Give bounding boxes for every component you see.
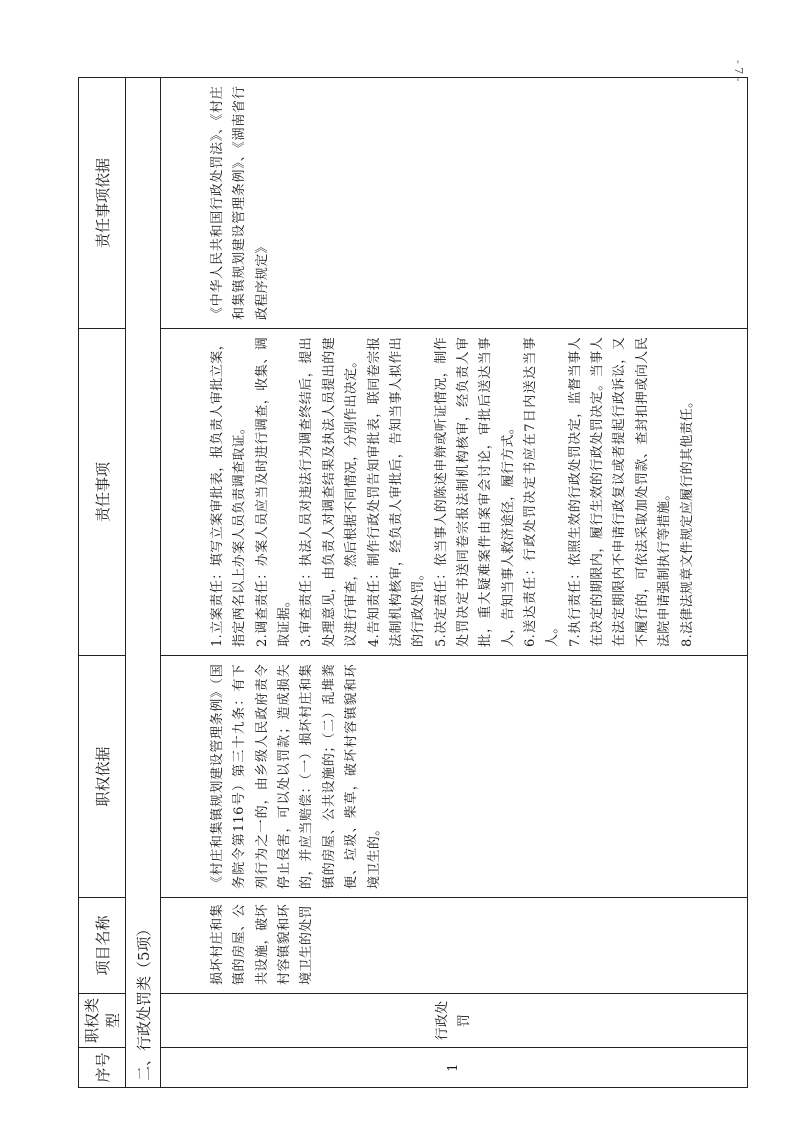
header-seq: 序号 — [79, 1048, 126, 1088]
responsibility-item: 8.法律法规章文件规定应履行的其他责任。 — [679, 394, 695, 647]
cell-responsibility — [161, 329, 748, 656]
cell-reference: 《中华人民共和国行政处罚法》、《村庄和集镇规划建设管理条例》、《湖南省行政程序规定》 — [161, 78, 748, 329]
page-number: - 7 - — [732, 60, 745, 82]
header-reference: 责任事项依据 — [79, 78, 126, 329]
responsibility-item: 7.执行责任：依照生效的行政处罚决定，监督当事人在决定的期限内，履行生效的行政处罚决定。当事人在法定期限内不申请行政复议或者提起行政诉讼，又不履行的，可依法采取加处罚款、查封扣押或向人民法院申请强制执行等措施。 — [567, 337, 673, 647]
rotated-table-frame — [78, 78, 748, 1088]
responsibility-item: 3.审查责任：执法人员对违法行为调查终结后，提出处理意见，由负责人对调查结果及执法人员提出的建议进行审查，然后根据不同情况，分别作出决定。 — [299, 337, 360, 647]
responsibility-item: 2.调查责任：办案人员应当及时进行调查，收集、调取证据。 — [254, 337, 293, 647]
responsibility-item: 4.告知责任：制作行政处罚告知审批表，联同卷宗报法制机构核审，经负责人审批后，告知当事人拟作出的行政处罚。 — [366, 337, 427, 647]
header-basis: 职权依据 — [79, 656, 126, 898]
responsibility-item: 6.送达责任：行政处罚决定书应在7日内送达当事人。 — [523, 337, 561, 647]
header-responsibility: 责任事项 — [79, 329, 126, 656]
header-row — [79, 78, 126, 1088]
section-title: 二、行政处罚类（5项） — [126, 78, 161, 1088]
responsibility-item: 1.立案责任：填写立案审批表，报负责人审批立案，指定两名以上办案人员负责调查取证。 — [210, 337, 248, 647]
section-row — [126, 78, 161, 1088]
header-type: 职权类型 — [79, 994, 126, 1048]
responsibility-item: 5.决定责任：依当事人的陈述申辩或听证情况，制作处罚决定书送同卷宗报法制机构核审，经负责人审批，重大疑难案件由案审会讨论，审批后送达当事人，告知当事人救济途径，履行方式。 — [433, 337, 516, 647]
cell-seq: 1 — [161, 1048, 748, 1088]
cell-basis: 《村庄和集镇规划建设管理条例》（国务院令第116号）第三十九条：有下列行为之一的，由乡级人民政府责令停止侵害，可以处以罚款；造成损失的，并应当赔偿：（一）损坏村庄和集镇的房屋、公共设施的；（二）乱堆粪便、垃圾、柴草，破坏村容镇貌和环境卫生的。 — [161, 656, 748, 898]
header-name: 项目名称 — [79, 898, 126, 994]
cell-name: 损坏村庄和集镇的房屋、公共设施，破坏村容镇貌和环境卫生的处罚 — [161, 898, 748, 994]
cell-type: 行政处罚 — [161, 994, 748, 1048]
responsibility-table — [78, 77, 748, 1088]
table-row — [161, 78, 748, 1088]
